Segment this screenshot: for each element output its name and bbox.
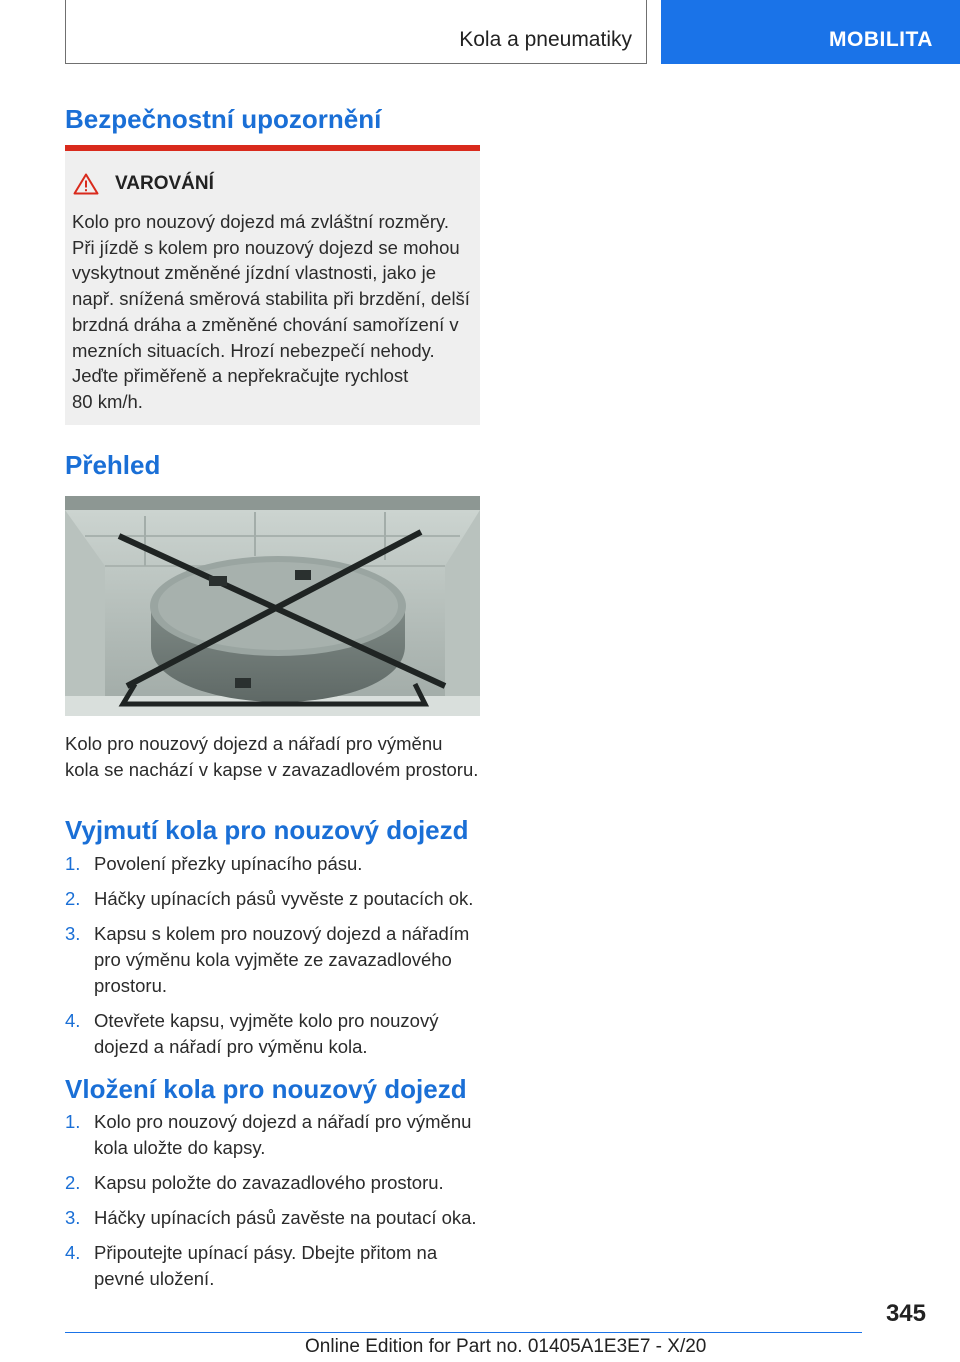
warning-header: [73, 173, 214, 195]
overview-caption: Kolo pro nouzový dojezd a nářadí pro výměnu kola se nachází v kapse v zavazadlovém prostoru.: [65, 733, 479, 780]
footer-edition: Online Edition for Part no. 01405A1E3E7 - X/20: [305, 1336, 707, 1357]
list-item: [65, 1205, 485, 1231]
step-text: Háčky upínacích pásů zavěste na poutací oka.: [94, 1207, 477, 1228]
step-number: 3.: [65, 923, 81, 944]
step-text: Připoutejte upínací pásy. Dbejte přitom na pevné uložení.: [94, 1242, 438, 1289]
step-number: 4.: [65, 1242, 81, 1263]
list-item: [65, 1109, 485, 1161]
heading-removal: Vyjmutí kola pro nouzový dojezd: [65, 815, 469, 845]
step-number: 1.: [65, 853, 81, 874]
step-number: 2.: [65, 888, 81, 909]
warning-text: Kolo pro nouzový dojezd má zvláštní rozměry. Při jízdě s kolem pro nouzový dojezd se mohou vyskytnout změněné jízdní vlastnosti, jako je např. snížená směrová stabilita při brzdění, delší brzdná dráha a změněné chování samořízení v mezních situacích. Hrozí nebezpečí nehody. Jeďte přiměřeně a nepřekračujte rychlost 80 km/h.: [72, 211, 470, 412]
list-item: [65, 851, 485, 877]
heading-safety: Bezpečnostní upozornění: [65, 104, 382, 134]
heading-overview: Přehled: [65, 450, 161, 480]
list-item: [65, 886, 485, 912]
step-number: 1.: [65, 1111, 81, 1132]
list-item: [65, 1170, 485, 1196]
header-chapter-box: [65, 0, 647, 64]
step-number: 3.: [65, 1207, 81, 1228]
insertion-steps: [65, 1109, 485, 1301]
list-item: [65, 921, 485, 999]
step-text: Kapsu s kolem pro nouzový dojezd a nářadím pro výměnu kola vyjměte ze zavazadlového prostoru.: [94, 923, 470, 996]
warning-box: [65, 145, 480, 425]
spare-wheel-illustration: [65, 496, 480, 716]
step-text: Kapsu položte do zavazadlového prostoru.: [94, 1172, 444, 1193]
step-text: Povolení přezky upínacího pásu.: [94, 853, 363, 874]
heading-insertion: Vložení kola pro nouzový dojezd: [65, 1074, 467, 1104]
step-number: 4.: [65, 1010, 81, 1031]
trunk-photo: [65, 496, 480, 716]
step-text: Kolo pro nouzový dojezd a nářadí pro výměnu kola uložte do kapsy.: [94, 1111, 472, 1158]
step-number: 2.: [65, 1172, 81, 1193]
header-section-tab: [661, 0, 960, 64]
removal-steps: [65, 851, 485, 1069]
list-item: [65, 1008, 485, 1060]
page-number: 345: [885, 1300, 926, 1327]
warning-label: VAROVÁNÍ: [115, 173, 214, 194]
step-text: Otevřete kapsu, vyjměte kolo pro nouzový dojezd a nářadí pro výměnu kola.: [94, 1010, 439, 1057]
header-chapter-title: Kola a pneumatiky: [459, 28, 632, 51]
list-item: [65, 1240, 485, 1292]
step-text: Háčky upínacích pásů vyvěste z poutacích ok.: [94, 888, 474, 909]
warning-triangle-icon: [73, 173, 99, 195]
header-section-label: MOBILITA: [829, 28, 933, 51]
footer-divider: [65, 1332, 862, 1333]
